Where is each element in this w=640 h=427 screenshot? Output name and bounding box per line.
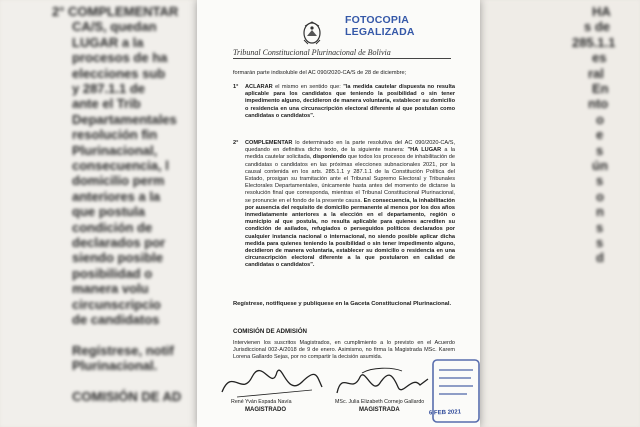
institution-name: Tribunal Constitucional Plurinacional de Bolivia (233, 48, 391, 57)
background-line: de candidatos (72, 312, 160, 327)
commission-body: Intervienen los suscritos Magistrados, en cumplimiento a lo previsto en el Acuerdo Jurisdiccional 002-A/2018 de 9 de enero. Asimismo, no firma la Magistrada MSc. Karem Lorena Gallardo Sejas, por no compartir la decisión asumida. (233, 340, 455, 361)
background-line-right: d (596, 250, 604, 266)
background-line: Departamentales (72, 111, 177, 127)
date-stamp: 6 FEB 2021 (428, 409, 462, 417)
background-line: posibilidad o (72, 265, 153, 281)
background-line: 2° COMPLEMENTAR (52, 4, 179, 19)
background-line: que postula (72, 204, 145, 220)
background-line-right: HA (592, 4, 611, 19)
background-line-right: ral (588, 65, 604, 81)
background-line: anteriores a la (72, 188, 161, 204)
document-sheet (197, 0, 480, 427)
signatory-role-left: MAGISTRADO (245, 407, 286, 413)
background-line: manera volu (72, 281, 149, 297)
paragraph-complementar (233, 140, 455, 270)
background-line: LUGAR a la (72, 34, 144, 50)
legalized-copy-stamp: FOTOCOPIA LEGALIZADA (345, 14, 415, 38)
background-line-right: s (596, 142, 604, 158)
commission-heading: COMISIÓN DE ADMISIÓN (233, 328, 308, 335)
background-line: condición de (72, 219, 153, 235)
background-line-right: s (596, 235, 604, 250)
background-line: circunscripcio (72, 296, 161, 312)
intro-text: formarán parte indisoluble del AC 090/2020-CA/S de 28 de diciembre; (233, 70, 407, 76)
paragraph-bold-text: "HA LUGAR (407, 147, 442, 154)
paragraph-number: 2° (233, 140, 239, 146)
background-line: siendo posible (72, 250, 164, 266)
paragraph-text: a la medida cautelar solicitada, (245, 147, 456, 161)
paragraph-text: que todos los procesos de inhabilitación de candidatas o candidatos en las próximas elecciones subnacionales 2021, por la causal contenida en los arts. 285.1.1 y 287.1.1 de la Constitución Política del Estado, prosigan su tramitación ante el Tribunal Supremo Electoral y Tribunales Electorales Departamentales, únicamente hasta antes del momento de dictarse la resolución final que corresponda, mientras el Tribunal Constitucional Plurinacional, se pronuncie en el fondo de la presente causa. (245, 154, 455, 204)
paragraph-bold-text: En consecuencia, la inhabilitación por ausencia del requisito de domicilio permanente al menos por los dos años inmediatamente anteriores a la elección en el departamento, región o municipio al que postula, no resulta aplicable para quienes acrediten su condición de asilados, refugiados o perseguidos políticos declarados por cualquier instancia nacional o internacional, no siendo posible aplicar dicha medida para quienes teniendo la posibilidad o sin tener impedimento alguno, decidieron de manera voluntaria, establecer su domicilio o residencia en una circunscripción electoral diferente a la que postularon en calidad de candidatas o candidatos". (245, 197, 455, 269)
background-line: Regístrese, notif (72, 342, 174, 358)
background-line-right: o (596, 111, 604, 127)
background-line: CA/S, quedan (72, 19, 157, 35)
background-line: consecuencia, l (72, 158, 169, 173)
background-line-right: s de (584, 19, 611, 35)
signature-left (217, 362, 327, 402)
paragraph-text: lo determinado en la parte resolutiva del AC 090/2020-CA/S, quedando en definitiva dicho texto, de la siguiente manera: (245, 140, 455, 154)
paragraph-text: el mismo en sentido que: (272, 84, 344, 90)
background-line: Plurinacional, (72, 142, 158, 158)
background-line: resolución fin (72, 127, 158, 143)
background-line-right: En (592, 81, 609, 96)
paragraph-aclarar (233, 84, 455, 120)
background-line-right: ún (592, 158, 608, 173)
background-line: procesos de ha (72, 50, 168, 66)
coat-of-arms-icon (301, 20, 323, 46)
background-line: Plurinacional. (72, 358, 158, 374)
background-line: y 287.1.1 de (72, 81, 145, 96)
signatory-name-right: MSc. Julia Elizabeth Cornejo Gallardo (335, 399, 425, 405)
background-line: declarados por (72, 235, 166, 250)
commission-text (233, 340, 455, 362)
paragraph-lead: COMPLEMENTAR (245, 140, 293, 146)
background-line-right: e (596, 127, 604, 143)
background-line-right: s (596, 219, 604, 235)
background-line: COMISIÓN DE AD (72, 389, 182, 404)
paragraph-bold-text: "la medida cautelar dispuesta no resulta aplicable para los candidatos que teniendo la posibilidad o sin tener impedimento alguno, decidieron de manera voluntaria, establecer su domicilio o residencia en una circunscripción electoral diferente al que postulan como candidatas o candidatos". (245, 84, 455, 119)
background-line-right: 285.1.1 (572, 34, 616, 50)
background-line-right: n (596, 204, 604, 220)
closing-statement: Regístrese, notifíquese y publíquese en la Gaceta Constitucional Plurinacional. (233, 301, 452, 307)
paragraph-number: 1° (233, 84, 239, 90)
background-line-right: s (596, 173, 604, 189)
paragraph-bold-text: disponiendo (312, 154, 347, 161)
background-line-right: es (592, 50, 607, 66)
background-line-right: o (596, 188, 604, 204)
header-divider (233, 58, 451, 59)
paragraph-lead: ACLARAR (245, 84, 273, 90)
signatory-role-right: MAGISTRADA (359, 407, 400, 413)
background-line: domicilio perm (72, 173, 165, 189)
background-line: elecciones sub (72, 65, 166, 81)
signatory-name-left: René Yván Espada Navía (231, 399, 292, 405)
background-line-right: nto (588, 96, 609, 112)
signature-right (332, 365, 432, 403)
background-line: ante el Trib (72, 96, 141, 112)
background-page-right (470, 0, 640, 427)
